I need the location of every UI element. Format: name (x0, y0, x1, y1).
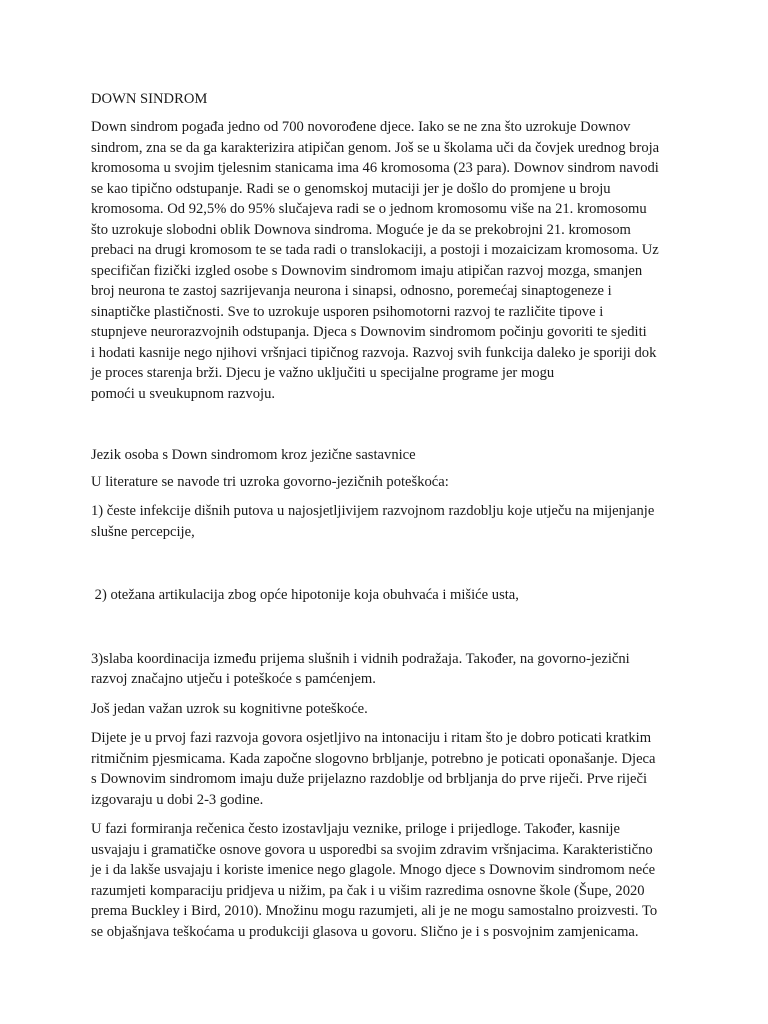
cause-item-1 (91, 501, 681, 542)
text-line: Down sindrom pogađa jedno od 700 novorođene djece. Iako se ne zna što uzrokuje Downov (91, 119, 631, 135)
text-line: izgovaraju u dobi 2-3 godine. (91, 791, 264, 808)
text-line: Dijete je u prvoj fazi razvoja govora osjetljivo na intonaciju i ritam što je dobro poticati kratkim (91, 730, 652, 746)
text-line: razumjeti komparaciju pridjeva u nižim, pa čak i u višim razredima osnovne škole (Šupe, 2020 (91, 882, 645, 899)
document-title: DOWN SINDROM (91, 91, 208, 107)
text-line: kromosoma. Od 92,5% do 95% slučajeva radi se o jednom kromosomu više na 21. kromosomu (91, 201, 647, 217)
text-line: kromosoma u svojim tjelesnim stanicama ima 46 kromosoma (23 para). Downov sindrom navodi (91, 160, 659, 176)
text-line: se objašnjava teškoćama u produkciji glasova u govoru. Slično je i s posvojnim zamjenicama. (91, 923, 639, 940)
intonation-paragraph (91, 728, 681, 810)
intro-paragraph (91, 117, 681, 404)
text-line: prema Buckley i Bird, 2010). Množinu mogu razumjeti, ali je ne mogu samostalno proizvesti. To (91, 903, 658, 919)
text-line: sindrom, zna se da ga karakterizira atipičan genom. Još se u školama uči da čovjek urednog broja (91, 139, 660, 156)
text-line: U literature se navode tri uzroka govorno-jezičnih poteškoća: (91, 473, 449, 490)
cognitive-paragraph (91, 699, 681, 720)
text-line: stupnjeve neurorazvojnih odstupanja. Djeca s Downovim sindromom počinju govoriti te sjediti (91, 324, 647, 340)
text-line: sinaptičke plastičnosti. Sve to uzrokuje usporen psihomotorni razvoj te različite tipove i (91, 303, 604, 320)
text-line: je i da lakše usvajaju i koriste imenice nego glagole. Mnogo djece s Downovim sindromom neće (91, 862, 656, 878)
literature-paragraph (91, 472, 681, 493)
text-line: prebaci na drugi kromosom te se tada radi o translokaciji, a postoji i mozaicizam kromosoma. Uz (91, 242, 659, 258)
section-heading (91, 445, 681, 466)
text-line: razvoj značajno utječu i poteškoće s pamćenjem. (91, 671, 376, 687)
text-line: Još jedan važan uzrok su kognitivne poteškoće. (91, 700, 368, 717)
sentences-paragraph (91, 819, 681, 942)
text-line: ritmičnim pjesmicama. Kada započne slogovno brbljanje, potrebno je poticati oponašanje. Djeca (91, 750, 656, 767)
cause-item-2 (91, 551, 681, 640)
text-line: što uzrokuje slobodni oblik Downova sindroma. Moguće je da se prekobrojni 21. kromosom (91, 221, 631, 238)
text-line: 1) česte infekcije dišnih putova u najosjetljivijem razvojnom razdoblju koje utječu na mijenjanje (91, 503, 655, 519)
text-line: specifičan fizički izgled osobe s Downovim sindromom imaju atipičan razvoj mozga, smanjen (91, 262, 643, 279)
cause-item-3 (91, 649, 681, 690)
text-line: pomoći u sveukupnom razvoju. (91, 385, 276, 402)
text-line: 3)slaba koordinacija između prijema slušnih i vidnih podražaja. Također, na govorno-jezični (91, 650, 630, 667)
document-page (91, 88, 681, 942)
text-line: usvajaju i gramatičke osnove govora u usporedbi sa svojim zdravim vršnjacima. Karakteristično (91, 841, 653, 858)
text-line: i hodati kasnije nego njihovi vršnjaci tipičnog razvoja. Razvoj svih funkcija daleko je sporiji dok (91, 344, 657, 361)
section-heading-text: Jezik osoba s Down sindromom kroz jezične sastavnice (91, 447, 416, 463)
text-line: broj neurona te zastoj sazrijevanja neurona i sinapsi, odnosno, poremećaj sinaptogeneze i (91, 283, 612, 299)
text-line: 2) otežana artikulacija zbog opće hipotonije koja obuhvaća i mišiće usta, (91, 587, 519, 603)
text-line: s Downovim sindromom imaju duže prijelazno razdoblje od brbljanja do prve riječi. Prve riječi (91, 771, 648, 787)
text-line: U fazi formiranja rečenica često izostavljaju veznike, priloge i prijedloge. Također, kasnije (91, 821, 620, 837)
text-line: slušne percepcije, (91, 523, 195, 540)
text-line: je proces starenja brži. Djecu je važno uključiti u specijalne programe jer mogu (91, 365, 555, 381)
text-line: se kao tipično odstupanje. Radi se o genomskoj mutaciji jer je došlo do promjene u broju (91, 180, 611, 197)
